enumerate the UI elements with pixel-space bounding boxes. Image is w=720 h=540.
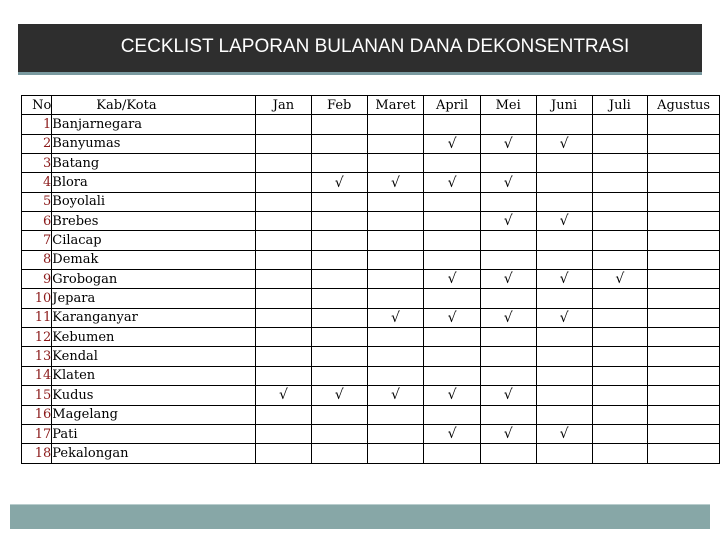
month-cell [648, 192, 720, 211]
month-cell [367, 366, 424, 385]
kab-kota-name: Banyumas [52, 134, 256, 153]
month-cell [592, 212, 648, 231]
kab-kota-name: Banjarnegara [52, 115, 256, 134]
month-cell [256, 424, 312, 443]
month-cell [536, 134, 592, 153]
month-cell [367, 192, 424, 211]
check-mark-icon: √ [391, 387, 400, 404]
month-cell [592, 424, 648, 443]
kab-kota-name: Karanganyar [52, 308, 256, 327]
month-cell [311, 328, 367, 347]
month-cell [256, 192, 312, 211]
month-cell [424, 386, 480, 405]
kab-kota-name: Kebumen [52, 328, 256, 347]
table-row [22, 308, 720, 327]
month-cell [648, 154, 720, 173]
month-cell [536, 250, 592, 269]
month-cell [592, 347, 648, 366]
kab-kota-name: Magelang [52, 405, 256, 424]
month-cell [311, 366, 367, 385]
month-cell [311, 115, 367, 134]
month-cell [648, 444, 720, 463]
kab-kota-name: Boyolali [52, 192, 256, 211]
month-cell [311, 231, 367, 250]
check-mark-icon: √ [503, 309, 513, 326]
month-cell [648, 308, 720, 327]
month-cell [311, 405, 367, 424]
check-mark-icon: √ [447, 426, 457, 443]
header-month: Agustus [648, 96, 720, 115]
month-cell [367, 444, 424, 463]
month-cell [424, 212, 480, 231]
row-number: 6 [22, 212, 52, 231]
kab-kota-name: Klaten [52, 366, 256, 385]
month-cell [592, 328, 648, 347]
check-mark-icon: √ [447, 309, 457, 326]
month-cell [592, 115, 648, 134]
month-cell [424, 134, 480, 153]
check-mark-icon: √ [503, 135, 513, 152]
header-no: No [22, 96, 52, 115]
kab-kota-name: Blora [52, 173, 256, 192]
row-number: 14 [22, 366, 52, 385]
check-mark-icon: √ [447, 387, 457, 404]
table-row [22, 347, 720, 366]
month-cell [367, 173, 424, 192]
month-cell [648, 328, 720, 347]
month-cell [311, 154, 367, 173]
table-row [22, 366, 720, 385]
month-cell [648, 134, 720, 153]
month-cell [592, 173, 648, 192]
kab-kota-name: Brebes [52, 212, 256, 231]
month-cell [480, 173, 536, 192]
month-cell [256, 115, 312, 134]
header-kab-kota: Kab/Kota [52, 96, 256, 115]
month-cell [367, 308, 424, 327]
month-cell [367, 328, 424, 347]
month-cell [648, 424, 720, 443]
row-number: 1 [22, 115, 52, 134]
month-cell [648, 231, 720, 250]
month-cell [424, 173, 480, 192]
check-mark-icon: √ [334, 174, 344, 191]
check-mark-icon: √ [447, 271, 457, 288]
month-cell [536, 444, 592, 463]
month-cell [648, 347, 720, 366]
row-number: 8 [22, 250, 52, 269]
month-cell [256, 444, 312, 463]
header-month: Juli [592, 96, 648, 115]
check-mark-icon: √ [391, 309, 400, 326]
table-row [22, 289, 720, 308]
month-cell [256, 347, 312, 366]
month-cell [480, 270, 536, 289]
table-row [22, 134, 720, 153]
month-cell [480, 405, 536, 424]
month-cell [424, 308, 480, 327]
check-mark-icon: √ [559, 426, 569, 443]
kab-kota-name: Pati [52, 424, 256, 443]
month-cell [256, 328, 312, 347]
check-mark-icon: √ [559, 135, 569, 152]
kab-kota-name: Batang [52, 154, 256, 173]
month-cell [480, 231, 536, 250]
month-cell [648, 173, 720, 192]
month-cell [256, 405, 312, 424]
header-month: Mei [480, 96, 536, 115]
header-month: Juni [536, 96, 592, 115]
row-number: 4 [22, 173, 52, 192]
month-cell [424, 115, 480, 134]
month-cell [256, 231, 312, 250]
month-cell [311, 134, 367, 153]
table-row [22, 444, 720, 463]
month-cell [592, 250, 648, 269]
table-row [22, 231, 720, 250]
month-cell [536, 270, 592, 289]
month-cell [367, 347, 424, 366]
table-row [22, 405, 720, 424]
month-cell [367, 424, 424, 443]
header-month: April [424, 96, 480, 115]
month-cell [648, 405, 720, 424]
month-cell [536, 289, 592, 308]
row-number: 18 [22, 444, 52, 463]
month-cell [592, 289, 648, 308]
header-month: Jan [256, 96, 312, 115]
month-cell [536, 192, 592, 211]
check-mark-icon: √ [447, 135, 457, 152]
kab-kota-name: Jepara [52, 289, 256, 308]
month-cell [480, 212, 536, 231]
month-cell [311, 212, 367, 231]
month-cell [424, 347, 480, 366]
check-mark-icon: √ [503, 174, 513, 191]
header-row [22, 96, 720, 115]
month-cell [536, 366, 592, 385]
month-cell [367, 212, 424, 231]
month-cell [592, 231, 648, 250]
month-cell [480, 308, 536, 327]
month-cell [592, 154, 648, 173]
month-cell [480, 250, 536, 269]
header-month: Feb [311, 96, 367, 115]
month-cell [311, 424, 367, 443]
month-cell [367, 405, 424, 424]
month-cell [480, 347, 536, 366]
row-number: 11 [22, 308, 52, 327]
check-mark-icon: √ [559, 309, 569, 326]
month-cell [424, 231, 480, 250]
month-cell [424, 289, 480, 308]
header-month: Maret [367, 96, 424, 115]
month-cell [367, 154, 424, 173]
month-cell [592, 270, 648, 289]
month-cell [367, 270, 424, 289]
month-cell [536, 115, 592, 134]
kab-kota-name: Pekalongan [52, 444, 256, 463]
month-cell [424, 444, 480, 463]
month-cell [256, 250, 312, 269]
month-cell [311, 192, 367, 211]
table-row [22, 386, 720, 405]
month-cell [480, 444, 536, 463]
check-mark-icon: √ [503, 387, 513, 404]
month-cell [256, 270, 312, 289]
month-cell [311, 289, 367, 308]
month-cell [536, 405, 592, 424]
row-number: 16 [22, 405, 52, 424]
check-mark-icon: √ [559, 213, 569, 230]
month-cell [424, 250, 480, 269]
table-row [22, 192, 720, 211]
month-cell [424, 424, 480, 443]
month-cell [367, 386, 424, 405]
footer-bar [10, 504, 710, 529]
month-cell [592, 405, 648, 424]
row-number: 12 [22, 328, 52, 347]
row-number: 5 [22, 192, 52, 211]
month-cell [480, 154, 536, 173]
month-cell [480, 289, 536, 308]
month-cell [648, 115, 720, 134]
check-mark-icon: √ [615, 271, 625, 288]
month-cell [480, 115, 536, 134]
month-cell [592, 386, 648, 405]
month-cell [256, 386, 312, 405]
month-cell [424, 405, 480, 424]
month-cell [536, 231, 592, 250]
month-cell [648, 386, 720, 405]
month-cell [536, 212, 592, 231]
table-row [22, 173, 720, 192]
month-cell [424, 154, 480, 173]
month-cell [536, 308, 592, 327]
table-row [22, 250, 720, 269]
check-mark-icon: √ [334, 387, 344, 404]
page-title: CECKLIST LAPORAN BULANAN DANA DEKONSENTRASI [120, 36, 630, 57]
table-row [22, 270, 720, 289]
check-mark-icon: √ [391, 174, 400, 191]
month-cell [592, 308, 648, 327]
check-mark-icon: √ [279, 387, 288, 404]
month-cell [424, 270, 480, 289]
month-cell [311, 347, 367, 366]
month-cell [367, 289, 424, 308]
month-cell [311, 308, 367, 327]
table-row [22, 328, 720, 347]
month-cell [256, 154, 312, 173]
month-cell [480, 386, 536, 405]
row-number: 10 [22, 289, 52, 308]
month-cell [536, 386, 592, 405]
check-mark-icon: √ [559, 271, 569, 288]
table-row [22, 424, 720, 443]
month-cell [648, 250, 720, 269]
kab-kota-name: Grobogan [52, 270, 256, 289]
month-cell [480, 134, 536, 153]
month-cell [480, 424, 536, 443]
month-cell [592, 444, 648, 463]
table-row [22, 154, 720, 173]
month-cell [367, 115, 424, 134]
month-cell [256, 134, 312, 153]
month-cell [367, 134, 424, 153]
check-mark-icon: √ [503, 271, 513, 288]
title-bar [18, 24, 702, 75]
month-cell [648, 270, 720, 289]
month-cell [424, 366, 480, 385]
month-cell [536, 424, 592, 443]
month-cell [424, 192, 480, 211]
checklist-table [21, 95, 720, 464]
month-cell [536, 328, 592, 347]
month-cell [311, 250, 367, 269]
kab-kota-name: Demak [52, 250, 256, 269]
month-cell [256, 212, 312, 231]
month-cell [536, 154, 592, 173]
month-cell [311, 386, 367, 405]
month-cell [311, 270, 367, 289]
month-cell [648, 366, 720, 385]
check-mark-icon: √ [447, 174, 457, 191]
month-cell [256, 173, 312, 192]
month-cell [424, 328, 480, 347]
table-row [22, 212, 720, 231]
month-cell [648, 212, 720, 231]
row-number: 17 [22, 424, 52, 443]
month-cell [256, 308, 312, 327]
month-cell [311, 173, 367, 192]
row-number: 15 [22, 386, 52, 405]
row-number: 9 [22, 270, 52, 289]
row-number: 7 [22, 231, 52, 250]
check-mark-icon: √ [503, 213, 513, 230]
month-cell [480, 366, 536, 385]
month-cell [536, 173, 592, 192]
month-cell [367, 231, 424, 250]
month-cell [367, 250, 424, 269]
table-row [22, 115, 720, 134]
kab-kota-name: Kudus [52, 386, 256, 405]
month-cell [311, 444, 367, 463]
check-mark-icon: √ [503, 426, 513, 443]
month-cell [648, 289, 720, 308]
row-number: 3 [22, 154, 52, 173]
month-cell [480, 328, 536, 347]
month-cell [592, 192, 648, 211]
kab-kota-name: Kendal [52, 347, 256, 366]
month-cell [592, 134, 648, 153]
month-cell [256, 366, 312, 385]
row-number: 13 [22, 347, 52, 366]
month-cell [256, 289, 312, 308]
month-cell [536, 347, 592, 366]
month-cell [480, 192, 536, 211]
month-cell [592, 366, 648, 385]
row-number: 2 [22, 134, 52, 153]
kab-kota-name: Cilacap [52, 231, 256, 250]
